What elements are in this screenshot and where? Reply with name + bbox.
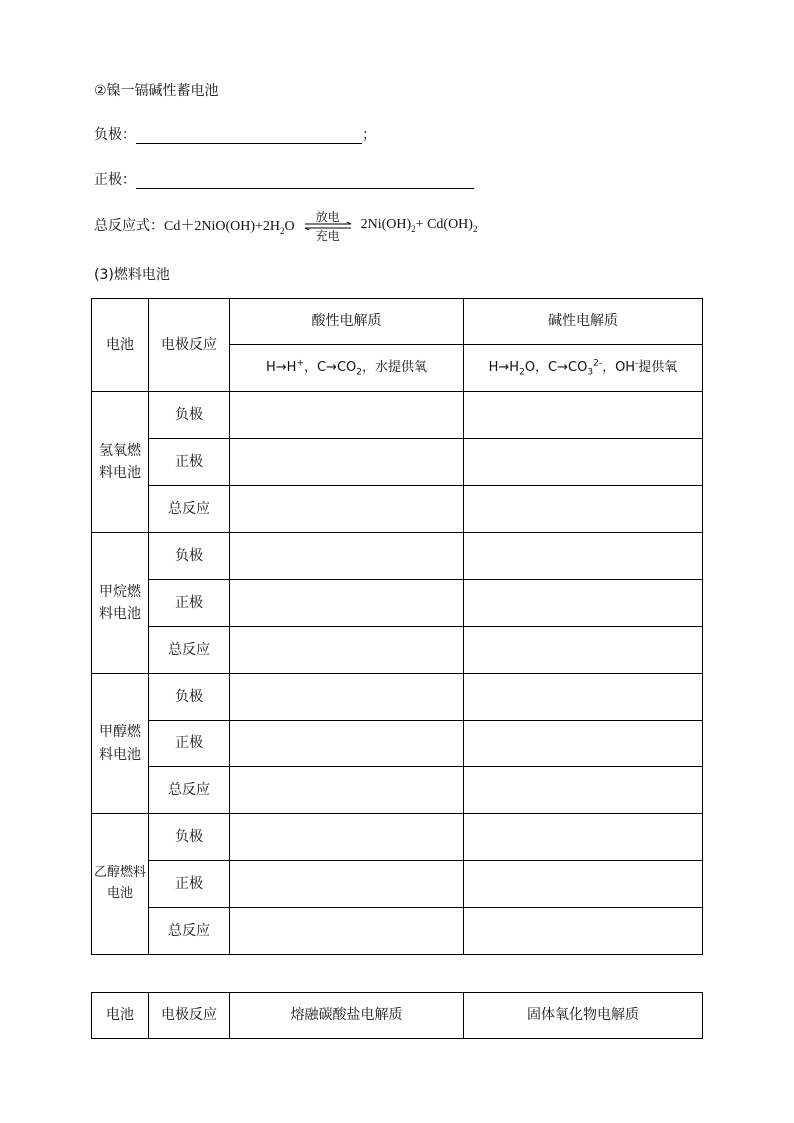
- row-total: 总反应: [149, 486, 230, 533]
- row-negative: 负极: [149, 814, 230, 861]
- answer-cell[interactable]: [464, 392, 703, 439]
- answer-cell[interactable]: [230, 580, 464, 627]
- solid-electrolyte-table: [91, 992, 703, 1039]
- total-label: 总反应式：: [94, 218, 164, 234]
- row-total: 总反应: [149, 908, 230, 955]
- battery-methanol: 甲醇燃 料电池: [92, 674, 149, 814]
- answer-cell[interactable]: [230, 439, 464, 486]
- answer-cell[interactable]: [464, 674, 703, 721]
- battery-hydrogen-oxygen: 氢氧燃 料电池: [92, 392, 149, 533]
- equilibrium-arrow: [303, 208, 353, 242]
- negative-line: [94, 124, 376, 144]
- total-right: $2Ni(OH)_2+ Cd(OH)_2$: [360, 217, 478, 234]
- row-negative: 负极: [149, 392, 230, 439]
- answer-cell[interactable]: [230, 627, 464, 674]
- answer-cell[interactable]: [464, 627, 703, 674]
- acid-note: H→H+，$C\to CO_2$，水提供氧: [230, 345, 464, 392]
- negative-blank[interactable]: [136, 129, 362, 144]
- battery-ethanol: 乙醇燃料 电池: [92, 814, 149, 955]
- answer-cell[interactable]: [230, 392, 464, 439]
- answer-cell[interactable]: [230, 861, 464, 908]
- answer-cell[interactable]: [464, 486, 703, 533]
- answer-cell[interactable]: [464, 908, 703, 955]
- header-reaction: 电极反应: [149, 993, 230, 1039]
- answer-cell[interactable]: [230, 674, 464, 721]
- battery-methane: 甲烷燃 料电池: [92, 533, 149, 674]
- row-total: 总反应: [149, 627, 230, 674]
- answer-cell[interactable]: [230, 814, 464, 861]
- answer-cell[interactable]: [230, 486, 464, 533]
- row-positive: 正极: [149, 861, 230, 908]
- total-left: $Cd+2NiO(OH)+2H_2O$: [164, 219, 295, 236]
- answer-cell[interactable]: [230, 533, 464, 580]
- positive-blank[interactable]: [136, 174, 474, 189]
- row-negative: 负极: [149, 674, 230, 721]
- alkali-note: $H\to H_2O$，$C\to CO_3^{2-}$，OH-提供氧: [464, 345, 703, 392]
- answer-cell[interactable]: [464, 533, 703, 580]
- total-reaction-line: [94, 208, 477, 242]
- section-title: (3)燃料电池: [94, 267, 170, 283]
- answer-cell[interactable]: [464, 767, 703, 814]
- row-positive: 正极: [149, 721, 230, 767]
- header-solid: 固体氧化物电解质: [464, 993, 703, 1039]
- header-battery: 电池: [92, 299, 149, 392]
- row-positive: 正极: [149, 439, 230, 486]
- header-molten: 熔融碳酸盐电解质: [230, 993, 464, 1039]
- arrow-bottom-label: 充电: [315, 229, 340, 243]
- answer-cell[interactable]: [230, 721, 464, 767]
- header-acid: 酸性电解质: [230, 299, 464, 345]
- answer-cell[interactable]: [464, 439, 703, 486]
- negative-label: 负极：: [94, 127, 136, 143]
- answer-cell[interactable]: [230, 767, 464, 814]
- positive-line: [94, 169, 474, 189]
- row-negative: 负极: [149, 533, 230, 580]
- header-battery: 电池: [92, 993, 149, 1039]
- header-reaction: 电极反应: [149, 299, 230, 392]
- answer-cell[interactable]: [464, 814, 703, 861]
- row-total: 总反应: [149, 767, 230, 814]
- answer-cell[interactable]: [230, 908, 464, 955]
- positive-label: 正极：: [94, 172, 136, 188]
- row-positive: 正极: [149, 580, 230, 627]
- answer-cell[interactable]: [464, 721, 703, 767]
- answer-cell[interactable]: [464, 580, 703, 627]
- arrow-top-label: 放电: [315, 210, 340, 224]
- header-alkali: 碱性电解质: [464, 299, 703, 345]
- negative-end: ；: [362, 127, 376, 143]
- fuel-cell-table: [91, 298, 703, 955]
- battery-title: ②镍一镉碱性蓄电池: [94, 83, 219, 99]
- answer-cell[interactable]: [464, 861, 703, 908]
